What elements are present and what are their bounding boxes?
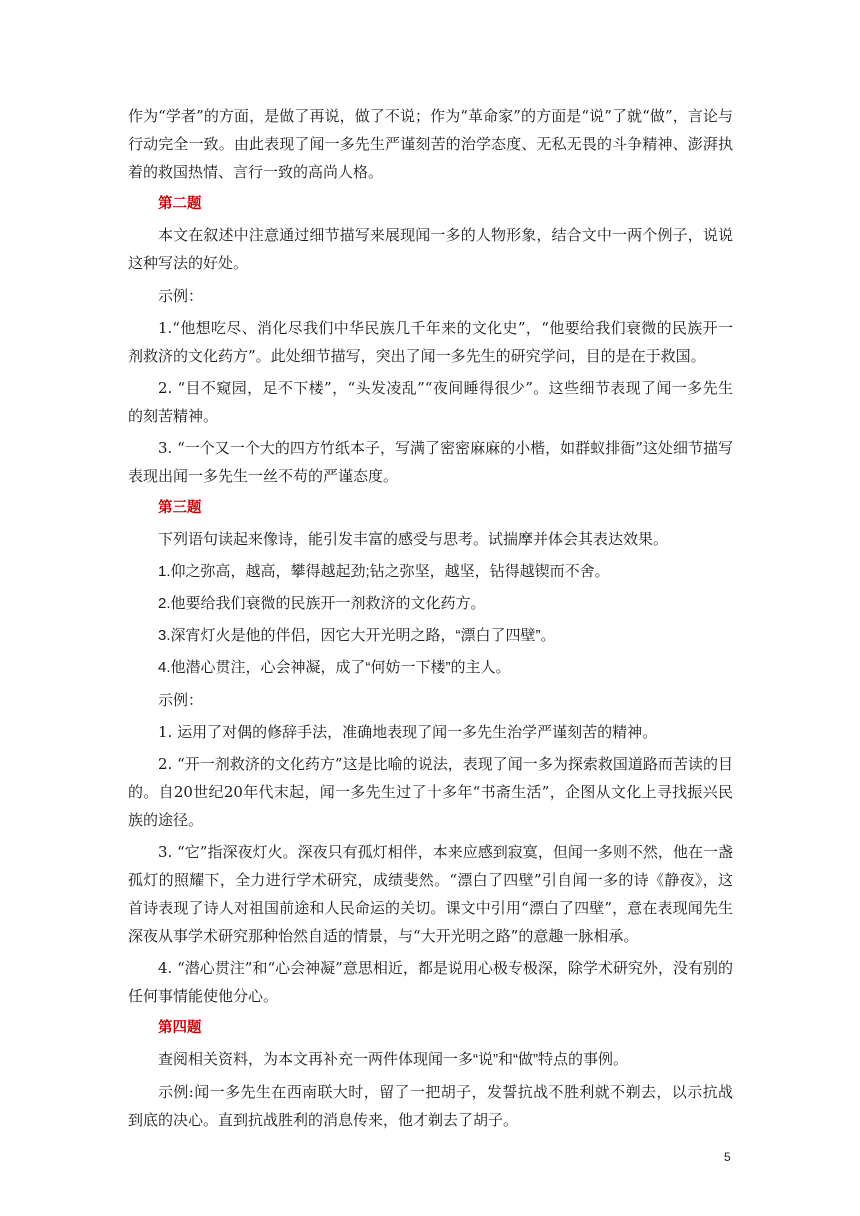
question-2-answer-1: 1.“他想吃尽、消化尽我们中华民族几千年来的文化史”，“他要给我们衰微的民族开一剂救济的文化药方”。此处细节描写，突出了闻一多先生的研究学问，目的是在于救国。 <box>128 319 733 365</box>
page-content <box>128 102 733 1134</box>
question-3-example-label: 示例： <box>158 691 204 709</box>
question-3-item-1: 1.仰之弥高，越高，攀得越起劲;钻之弥坚，越坚，钻得越锲而不舍。 <box>158 563 610 580</box>
question-2-heading: 第二题 <box>158 196 202 212</box>
question-3-heading: 第三题 <box>158 500 202 516</box>
question-3-answer-2: 2. “开一剂救济的文化药方”这是比喻的说法，表现了闻一多为探索救国道路而苦读的目的。自20世纪20年代末起，闻一多先生过了十多年“书斋生活”，企图从文化上寻找振兴民族的途径。 <box>128 755 733 829</box>
page-number: 5 <box>724 1150 731 1164</box>
question-2-example-label: 示例： <box>158 287 204 305</box>
question-2-text: 本文在叙述中注意通过细节描写来展现闻一多的人物形象，结合文中一两个例子，说说这种写法的好处。 <box>128 227 733 272</box>
question-3-text: 下列语句读起来像诗，能引发丰富的感受与思考。试揣摩并体会其表达效果。 <box>158 531 669 548</box>
question-4-text: 查阅相关资料，为本文再补充一两件体现闻一多“说”和“做”特点的事例。 <box>158 1051 628 1068</box>
intro-paragraph: 作为“学者”的方面，是做了再说，做了不说；作为“革命家”的方面是“说”了就“做”，言论与行动完全一致。由此表现了闻一多先生严谨刻苦的治学态度、无私无畏的斗争精神、澎湃执着的救国热情、言行一致的高尚人格。 <box>128 107 733 181</box>
question-4-heading: 第四题 <box>158 1020 202 1036</box>
question-3-answer-1: 1. 运用了对偶的修辞手法，准确地表现了闻一多先生治学严谨刻苦的精神。 <box>158 723 658 741</box>
question-2-answer-3: 3. “一个又一个大的四方竹纸本子，写满了密密麻麻的小楷，如群蚁排衙”这处细节描写表现出闻一多先生一丝不苟的严谨态度。 <box>128 439 733 485</box>
question-3-item-3: 3.深宵灯火是他的伴侣，因它大开光明之路，“漂白了四壁”。 <box>158 627 556 644</box>
question-3-answer-3: 3. “它”指深夜灯火。深夜只有孤灯相伴，本来应感到寂寞，但闻一多则不然，他在一盏孤灯的照耀下，全力进行学术研究，成绩斐然。“漂白了四壁”引自闻一多的诗《静夜》，这首诗表现了诗人对祖国前途和人民命运的关切。课文中引用“漂白了四壁”，意在表现闻先生深夜从事学术研究那种怡然自适的情景，与“大开光明之路”的意趣一脉相承。 <box>128 843 733 945</box>
question-4-answer: 示例:闻一多先生在西南联大时，留了一把胡子，发誓抗战不胜利就不剃去，以示抗战到底的决心。直到抗战胜利的消息传来，他才剃去了胡子。 <box>128 1083 733 1129</box>
question-3-answer-4: 4. “潜心贯注”和“心会神凝”意思相近，都是说用心极专极深，除学术研究外，没有别的任何事情能使他分心。 <box>128 959 733 1005</box>
question-3-item-2: 2.他要给我们衰微的民族开一剂救济的文化药方。 <box>158 595 486 612</box>
question-2-answer-2: 2. “目不窥园，足不下楼”，“头发凌乱”“夜间睡得很少”。这些细节表现了闻一多先生的刻苦精神。 <box>128 379 733 425</box>
question-3-item-4: 4.他潜心贯注，心会神凝，成了“何妨一下楼”的主人。 <box>158 659 511 676</box>
